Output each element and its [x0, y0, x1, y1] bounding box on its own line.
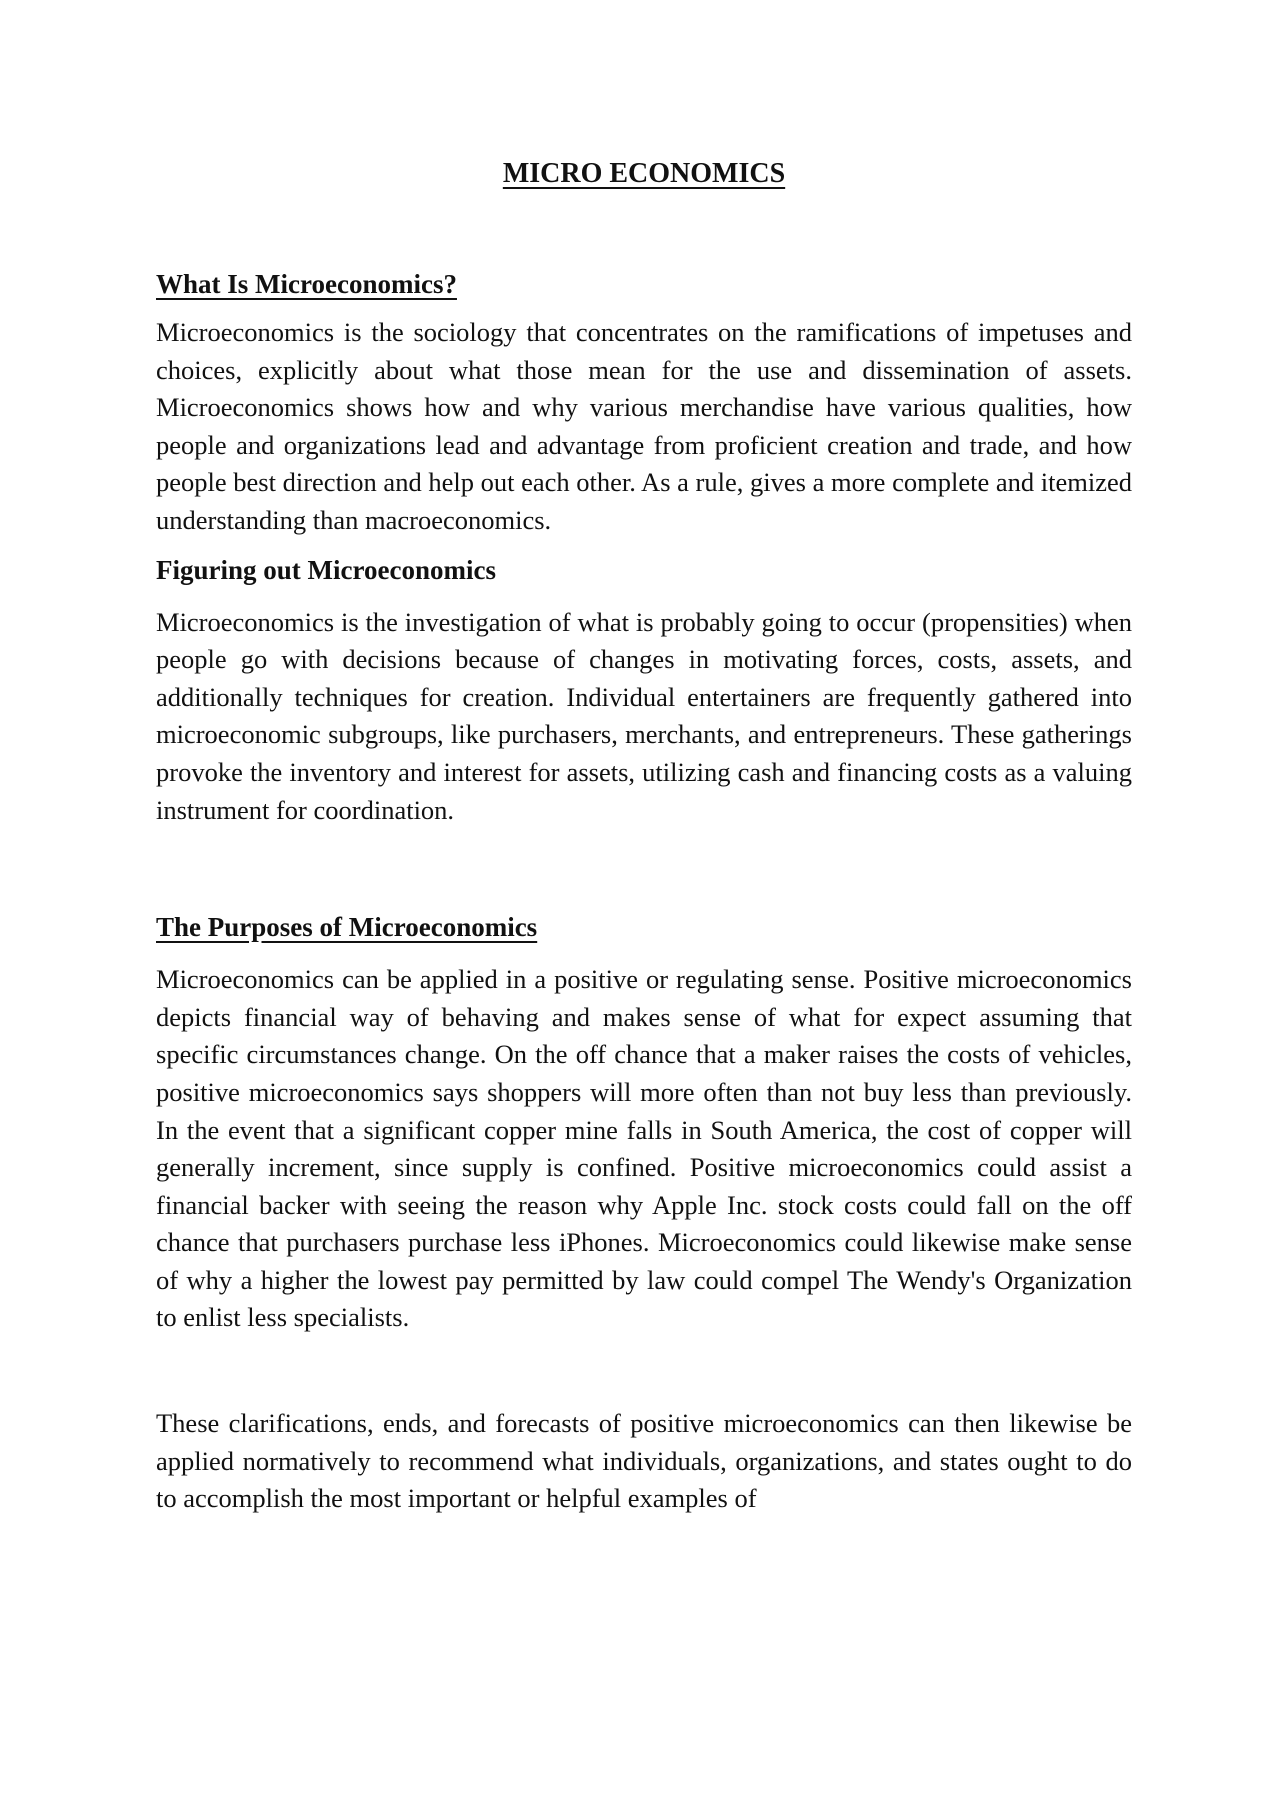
section-heading-figuring-out: Figuring out Microeconomics	[156, 554, 496, 585]
section-heading-what-is: What Is Microeconomics?	[156, 269, 457, 299]
section-paragraph-purposes-continued: These clarifications, ends, and forecasts of positive microeconomics can then likewise be applied normatively to recommend what individuals, organizations, and states ought to do to accomplish the most important or helpful examples of	[156, 1408, 1132, 1514]
section-paragraph-what-is: Microeconomics is the sociology that concentrates on the ramifications of impetuses and choices, explicitly about what those mean for the use and dissemination of assets. Microeconomics shows how and why various merchandise have various qualities, how people and organizations lead and advantage from proficient creation and trade, and how people best direction and help out each other. As a rule, gives a more complete and itemized understanding than macroeconomics.	[156, 317, 1132, 535]
document-body	[156, 150, 1132, 1518]
section-paragraph-purposes: Microeconomics can be applied in a positive or regulating sense. Positive microeconomics depicts financial way of behaving and makes sense of what for expect assuming that specific circumstances change. On the off chance that a maker raises the costs of vehicles, positive microeconomics says shoppers will more often than not buy less than previously. In the event that a significant copper mine falls in South America, the cost of copper will generally increment, since supply is confined. Positive microeconomics could assist a financial backer with seeing the reason why Apple Inc. stock costs could fall on the off chance that purchasers purchase less iPhones. Microeconomics could likewise make sense of why a higher the lowest pay permitted by law could compel The Wendy's Organization to enlist less specialists.	[156, 964, 1132, 1333]
document-title: MICRO ECONOMICS	[502, 158, 786, 189]
section-heading-purposes: The Purposes of Microeconomics	[156, 912, 538, 943]
section-paragraph-figuring-out: Microeconomics is the investigation of what is probably going to occur (propensities) when people go with decisions because of changes in motivating forces, costs, assets, and additionally techniques for creation. Individual entertainers are frequently gathered into microeconomic subgroups, like purchasers, merchants, and entrepreneurs. These gatherings provoke the inventory and interest for assets, utilizing cash and financing costs as a valuing instrument for coordination.	[156, 606, 1132, 825]
